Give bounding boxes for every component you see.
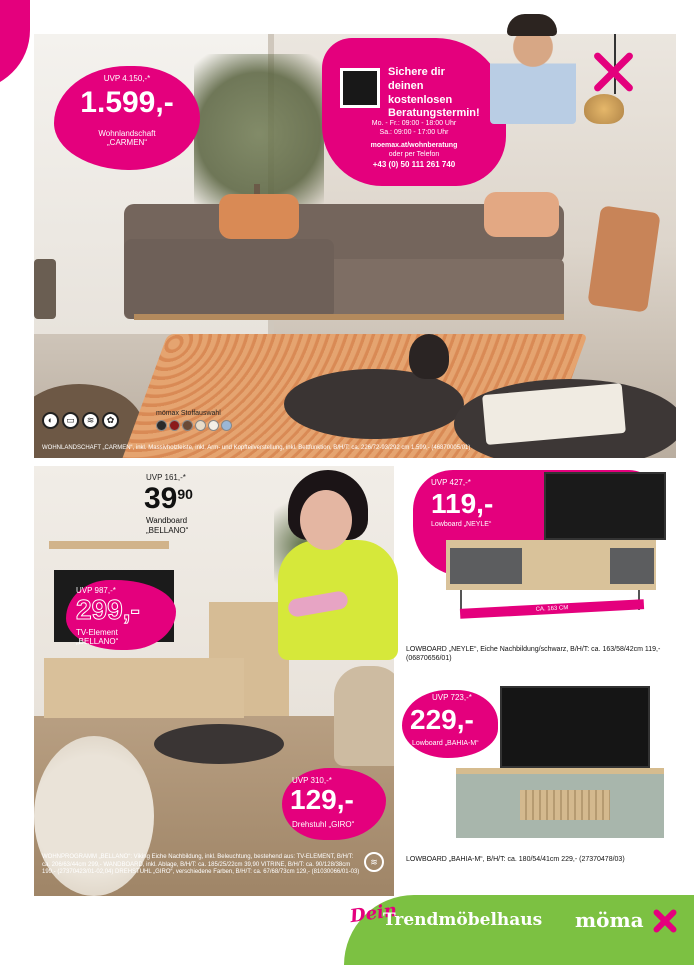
corner-decoration: [0, 0, 30, 90]
footer-dein: Dein: [348, 899, 399, 928]
blanket: [587, 205, 660, 312]
price: 129,-: [290, 784, 354, 815]
product-caption: Drehstuhl „GIRO“: [292, 820, 355, 829]
tv: [500, 686, 650, 768]
tv: [544, 472, 666, 540]
qr-code-icon[interactable]: [340, 68, 380, 108]
swatch[interactable]: [169, 420, 180, 431]
living-footnote: WOHNPROGRAMM „BELLANO“: Viking Eiche Nachbildung, inkl. Beleuchtung, bestehend aus: TV-ELEMENT, B/H/T: ca. 206/63/44cm 299,- WANDBOARD, inkl. Ablage, B/H/T: ca. 185/25/22cm 39,90 VITRINE, B/H/T: ca. 90/128/38cm 199,- (27370423/01-02,04) DREHSTUHL „GIRO“, verschiedene Farben, B/H/T: ca. 67/68/73cm 129,- (81030066/01-03): [42, 854, 360, 875]
price: 229,-: [410, 704, 474, 735]
care-symbols: [42, 412, 119, 429]
consult-link[interactable]: moemax.at/wohnberatung: [370, 142, 458, 149]
wall-shelf: [49, 541, 169, 549]
swatch[interactable]: [208, 420, 219, 431]
coffee-table: [154, 724, 284, 764]
moemax-x-icon: [591, 50, 635, 94]
hero-footnote: WOHNLANDSCHAFT „CARMEN“, inkl. Massivholzleiste, inkl. Arm- und Kopfteilverstellung, inkl. Bettfunktion, B/H/T: ca. 226/72-93/292 cm 1.599,- (46870005/01): [42, 445, 471, 451]
swatch[interactable]: [156, 420, 167, 431]
coffee-table: [284, 369, 464, 439]
phone-number[interactable]: +43 (0) 50 111 261 740: [372, 160, 456, 169]
uvp-label: UVP 723,-*: [432, 693, 472, 702]
swatch[interactable]: [221, 420, 232, 431]
price-sticker-tv-element: [66, 580, 176, 650]
uvp-label: UVP 987,-*: [76, 586, 116, 595]
product-caption: Lowboard „NEYLE“: [431, 521, 492, 528]
product-caption: Lowboard „BAHIA-M“: [412, 740, 479, 747]
price-wandboard: $39^{90}$: [144, 482, 193, 515]
product-caption: TV-Element „BELLANO“: [76, 628, 119, 647]
model-woman: [278, 470, 398, 670]
pillow: [484, 192, 559, 237]
sofa-function-icon: ▭: [62, 412, 79, 429]
vase: [409, 334, 449, 379]
consult-headline: Sichere dir deinen kostenlosen Beratungstermin!: [388, 66, 480, 120]
opening-hours: Mo. - Fr.: 09:00 - 18:00 Uhr Sa.: 09:00 - 17:00 Uhr: [371, 120, 457, 136]
price: 1.599,-: [80, 86, 174, 119]
moemax-logo[interactable]: möma: [575, 908, 644, 932]
footer-tagline: Trendmöbelhaus: [383, 910, 543, 930]
product-caption: Wohnlandschaft „CARMEN“: [98, 129, 156, 148]
swatch[interactable]: [195, 420, 206, 431]
fabric-swatches: [156, 420, 232, 431]
uvp-label: UVP 4.150,-*: [103, 74, 151, 83]
sofa-chaise: [124, 239, 334, 319]
pillow: [219, 194, 299, 239]
moemax-x-icon: [652, 908, 678, 934]
fabric-selection-label: mömax Stoffauswahl: [156, 410, 221, 417]
pet-friendly-icon: ✿: [102, 412, 119, 429]
consultation-sticker[interactable]: Sichere dir deinen kostenlosen Beratungstermin! Mo. - Fr.: 09:00 - 18:00 Uhr Sa.: 09:00 - 17:00 Uhr moemax.at/wohnberatung oder per Telefon +43 (0) 50 111 261 740: [322, 38, 506, 186]
product-description: LOWBOARD „NEYLE“, Eiche Nachbildung/schwarz, B/H/T: ca. 163/58/42cm 119,- (06870656/01): [406, 646, 661, 662]
price: 119,-: [431, 488, 494, 519]
swivel-chair: [334, 666, 394, 766]
uvp-label: UVP 427,-*: [431, 478, 471, 487]
wash-icon: ≋: [82, 412, 99, 429]
cleaning-icon: ◐: [42, 412, 59, 429]
price: 299,-: [76, 594, 140, 625]
product-description: LOWBOARD „BAHIA-M“, B/H/T: ca. 180/54/41cm 229,- (27370478/03): [406, 856, 625, 863]
uvp-label: UVP 310,-*: [292, 776, 332, 785]
price-sticker-carmen: [54, 66, 200, 170]
tv-element: [44, 658, 244, 718]
pendant-lamp: [584, 94, 624, 124]
swatch[interactable]: [182, 420, 193, 431]
dimension-label: CA. 163 CM: [460, 599, 644, 619]
uvp-label: UVP 161,-*: [146, 473, 186, 482]
plant-pot: [34, 259, 56, 319]
wash-icon: ≋: [364, 852, 384, 872]
product-caption: Wandboard „BELLANO“: [146, 516, 189, 535]
